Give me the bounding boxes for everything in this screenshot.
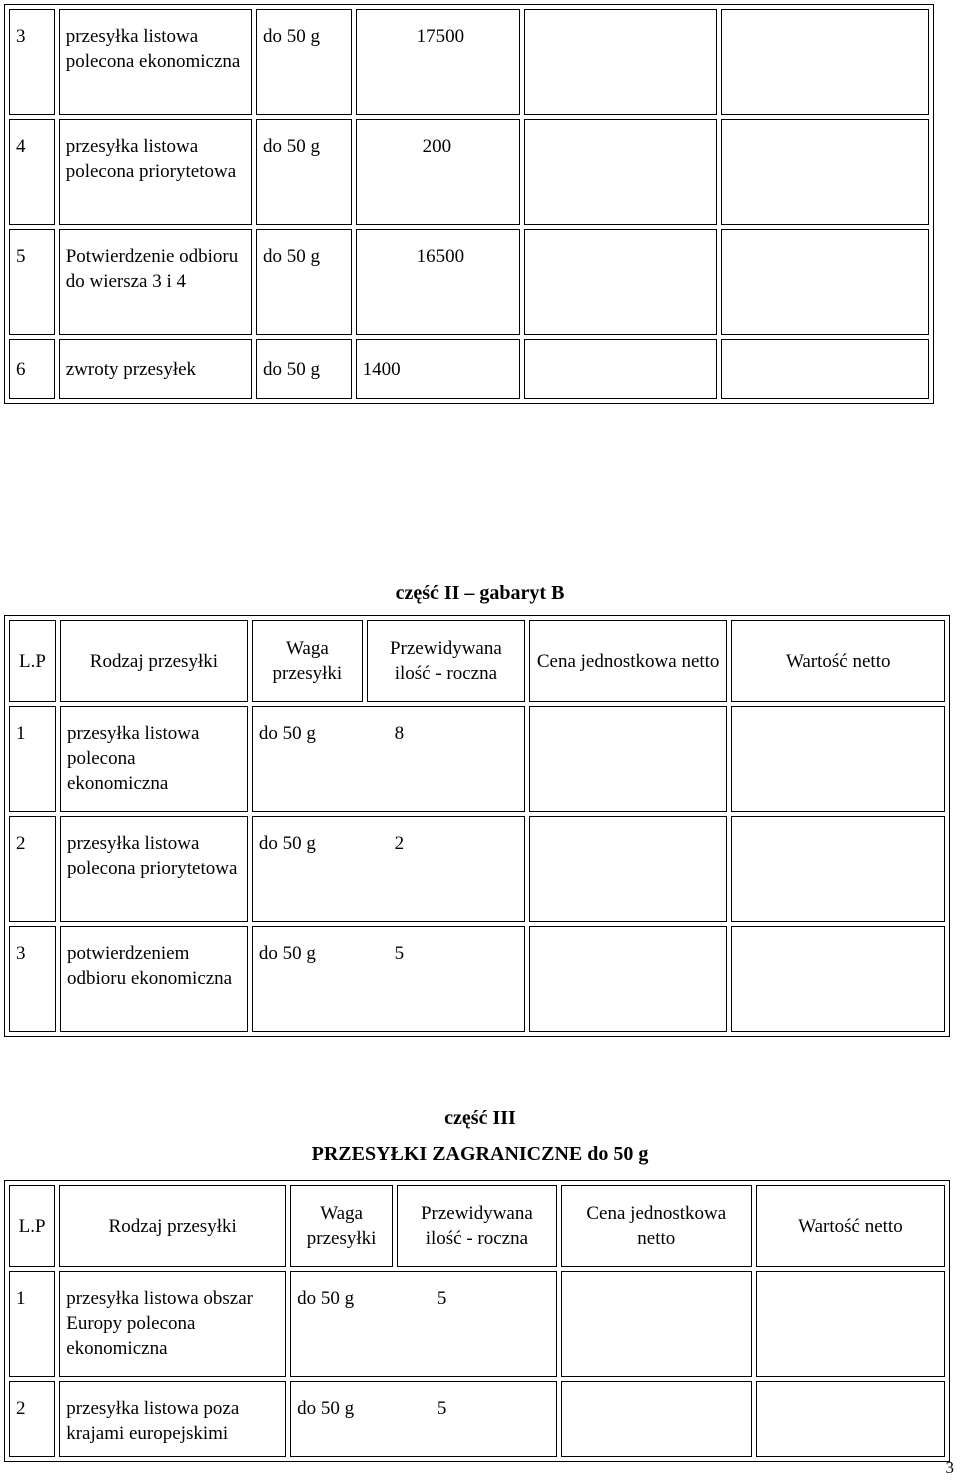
rodzaj-cell: przesyłka listowa polecona ekonomiczna	[59, 9, 252, 115]
header-wartosc: Wartość netto	[731, 620, 945, 702]
section-title-part3	[280, 1105, 680, 1167]
waga-value: do 50 g	[258, 723, 316, 744]
header-lp: L.P	[9, 1185, 55, 1267]
ilosc-cell: 1400	[356, 339, 520, 399]
table-row	[9, 339, 929, 399]
lp-cell: 1	[9, 1271, 55, 1377]
waga-cell: do 50 g	[256, 9, 352, 115]
cena-cell	[529, 926, 728, 1032]
header-waga: Waga przesyłki	[252, 620, 363, 702]
cena-cell	[524, 339, 717, 399]
lp-cell: 5	[9, 229, 55, 335]
waga-cell: do 50 g	[256, 229, 352, 335]
rodzaj-cell: przesyłka listowa obszar Europy polecona ekonomiczna	[59, 1271, 286, 1377]
wartosc-cell	[756, 1271, 945, 1377]
rodzaj-cell: potwierdzeniem odbioru ekonomiczna	[60, 926, 248, 1032]
ilosc-value: 5	[436, 1398, 447, 1419]
cena-cell	[529, 706, 728, 812]
page-number: 3	[945, 1458, 954, 1477]
part1-table	[4, 4, 934, 404]
wartosc-cell	[731, 816, 945, 922]
cena-cell	[561, 1381, 752, 1457]
table-row	[9, 706, 945, 812]
waga-cell: do 50 g	[256, 119, 352, 225]
waga-value: do 50 g	[258, 943, 316, 964]
ilosc-value: 5	[394, 943, 405, 964]
wartosc-cell	[721, 119, 929, 225]
table-row	[9, 119, 929, 225]
cena-cell	[524, 9, 717, 115]
ilosc-value: 8	[394, 723, 405, 744]
lp-cell: 1	[9, 706, 56, 812]
rodzaj-cell: Potwierdzenie odbioru do wiersza 3 i 4	[59, 229, 252, 335]
rodzaj-cell: przesyłka listowa polecona priorytetowa	[59, 119, 252, 225]
header-row	[9, 1185, 945, 1267]
table-row	[9, 926, 945, 1032]
table-row	[9, 816, 945, 922]
waga-ilosc-cell	[290, 1271, 557, 1377]
header-ilosc: Przewidywana ilość - roczna	[397, 1185, 557, 1267]
lp-cell: 2	[9, 1381, 55, 1457]
lp-cell: 3	[9, 926, 56, 1032]
cena-cell	[529, 816, 728, 922]
waga-value: do 50 g	[297, 1398, 355, 1419]
cena-cell	[561, 1271, 752, 1377]
wartosc-cell	[731, 926, 945, 1032]
rodzaj-cell: zwroty przesyłek	[59, 339, 252, 399]
header-cena: Cena jednostkowa netto	[561, 1185, 752, 1267]
cena-cell	[524, 119, 717, 225]
cena-cell	[524, 229, 717, 335]
table-row	[9, 9, 929, 115]
table-row	[9, 1381, 945, 1457]
header-wartosc: Wartość netto	[756, 1185, 945, 1267]
rodzaj-cell: przesyłka listowa poza krajami europejskimi	[59, 1381, 286, 1457]
ilosc-value: 2	[394, 833, 405, 854]
header-row	[9, 620, 945, 702]
header-lp: L.P	[9, 620, 56, 702]
wartosc-cell	[721, 339, 929, 399]
header-rodzaj: Rodzaj przesyłki	[60, 620, 248, 702]
waga-ilosc-cell	[290, 1381, 557, 1457]
section-title-line1: część III	[444, 1107, 516, 1129]
lp-cell: 6	[9, 339, 55, 399]
wartosc-cell	[721, 9, 929, 115]
header-cena: Cena jednostkowa netto	[529, 620, 728, 702]
wartosc-cell	[756, 1381, 945, 1457]
waga-cell: do 50 g	[256, 339, 352, 399]
waga-ilosc-cell	[252, 926, 525, 1032]
ilosc-cell: 16500	[356, 229, 520, 335]
wartosc-cell	[721, 229, 929, 335]
section-title-line2: PRZESYŁKI ZAGRANICZNE do 50 g	[311, 1143, 649, 1165]
table-row	[9, 229, 929, 335]
header-waga: Waga przesyłki	[290, 1185, 393, 1267]
waga-value: do 50 g	[258, 833, 316, 854]
header-rodzaj: Rodzaj przesyłki	[59, 1185, 286, 1267]
waga-value: do 50 g	[297, 1288, 355, 1309]
ilosc-cell: 17500	[356, 9, 520, 115]
lp-cell: 2	[9, 816, 56, 922]
waga-ilosc-cell	[252, 706, 525, 812]
wartosc-cell	[731, 706, 945, 812]
lp-cell: 4	[9, 119, 55, 225]
ilosc-value: 5	[436, 1288, 447, 1309]
waga-ilosc-cell	[252, 816, 525, 922]
part2-table	[4, 615, 950, 1037]
table-row	[9, 1271, 945, 1377]
header-ilosc: Przewidywana ilość - roczna	[367, 620, 525, 702]
rodzaj-cell: przesyłka listowa polecona priorytetowa	[60, 816, 248, 922]
lp-cell: 3	[9, 9, 55, 115]
section-title-part2: część II – gabaryt B	[395, 582, 565, 604]
ilosc-cell: 200	[356, 119, 520, 225]
rodzaj-cell: przesyłka listowa polecona ekonomiczna	[60, 706, 248, 812]
part3-table	[4, 1180, 950, 1462]
